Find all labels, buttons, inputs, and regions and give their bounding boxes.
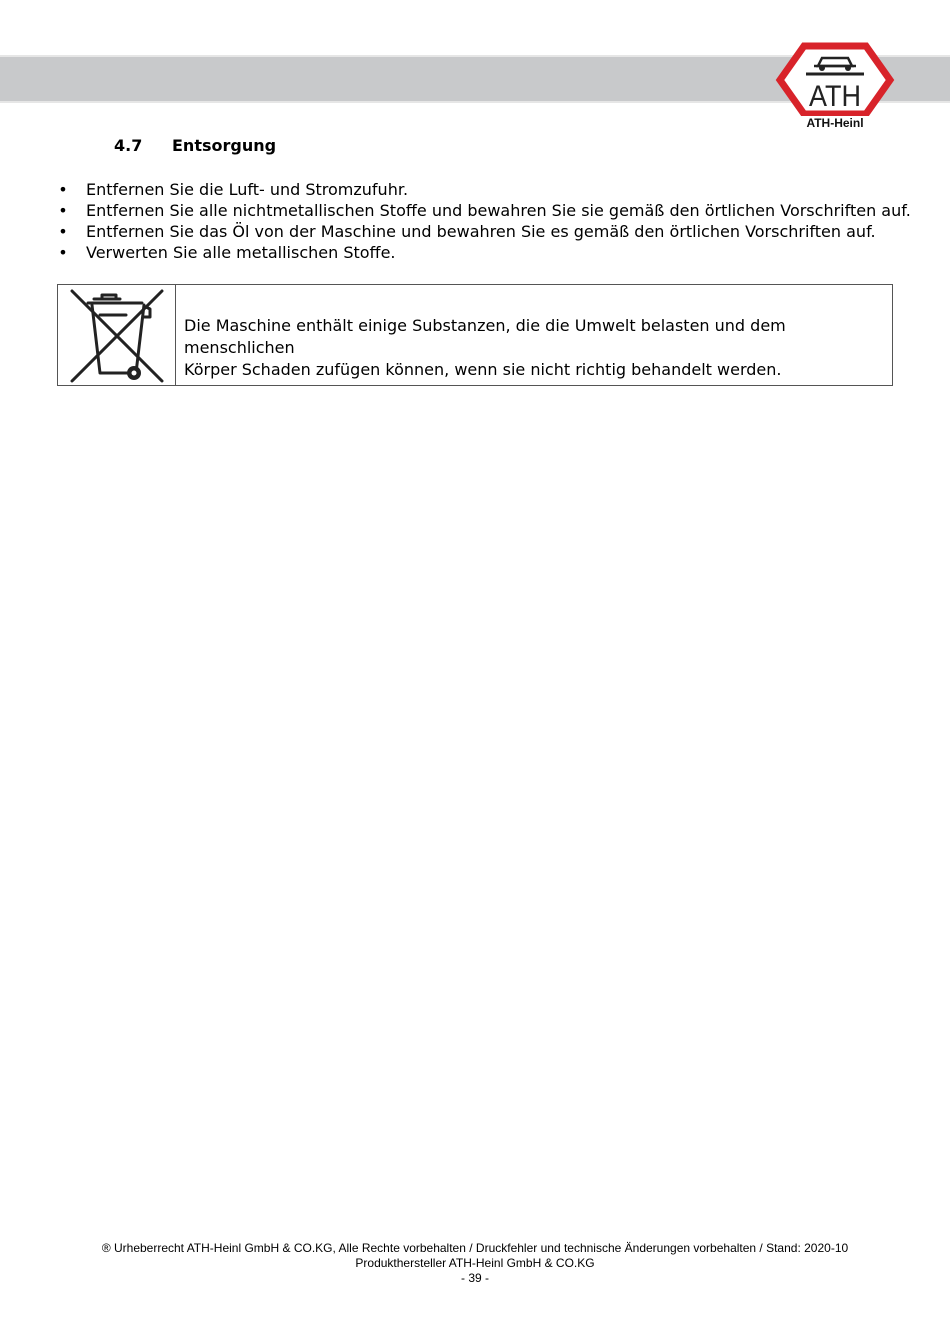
section-number: 4.7 — [114, 136, 143, 155]
section-heading — [114, 136, 276, 155]
list-item: • Entfernen Sie das Öl von der Maschine und bewahren Sie es gemäß den örtlichen Vorschriften auf. — [58, 222, 876, 241]
bullet-icon: • — [58, 243, 68, 262]
page-number: - 39 - — [460, 1271, 489, 1285]
copyright-line: ® Urheberrecht ATH-Heinl GmbH & CO.KG, Alle Rechte vorbehalten / Druckfehler und technische Änderungen vorbehalten / Stand: 2020-10 — [101, 1241, 849, 1255]
page-footer — [0, 1241, 950, 1286]
list-item: • Entfernen Sie die Luft- und Stromzufuhr. — [58, 180, 409, 199]
ath-heinl-logo — [774, 42, 896, 132]
list-item: • Verwerten Sie alle metallischen Stoffe. — [58, 243, 396, 262]
disposal-steps-list — [58, 179, 911, 263]
section-title: Entsorgung — [172, 136, 277, 155]
svg-text:ATH: ATH — [809, 80, 861, 113]
list-item: • Entfernen Sie alle nichtmetallischen Stoffe und bewahren Sie sie gemäß den örtlichen Vorschriften auf. — [58, 201, 911, 220]
ath-logo-icon — [774, 42, 896, 116]
manufacturer-line: Produkthersteller ATH-Heinl GmbH & CO.KG — [355, 1256, 595, 1270]
environment-notice-box — [57, 284, 893, 386]
logo-caption: ATH-Heinl — [806, 116, 864, 130]
notice-text — [184, 315, 884, 381]
bullet-icon: • — [58, 180, 68, 199]
notice-icon-cell — [58, 285, 176, 385]
crossed-out-wheelie-bin-icon — [68, 287, 166, 383]
notice-text-line: Die Maschine enthält einige Substanzen, die die Umwelt belasten und dem menschlichen — [184, 316, 786, 357]
bullet-icon: • — [58, 201, 68, 220]
notice-text-line: Körper Schaden zufügen können, wenn sie nicht richtig behandelt werden. — [184, 360, 782, 379]
bullet-icon: • — [58, 222, 68, 241]
